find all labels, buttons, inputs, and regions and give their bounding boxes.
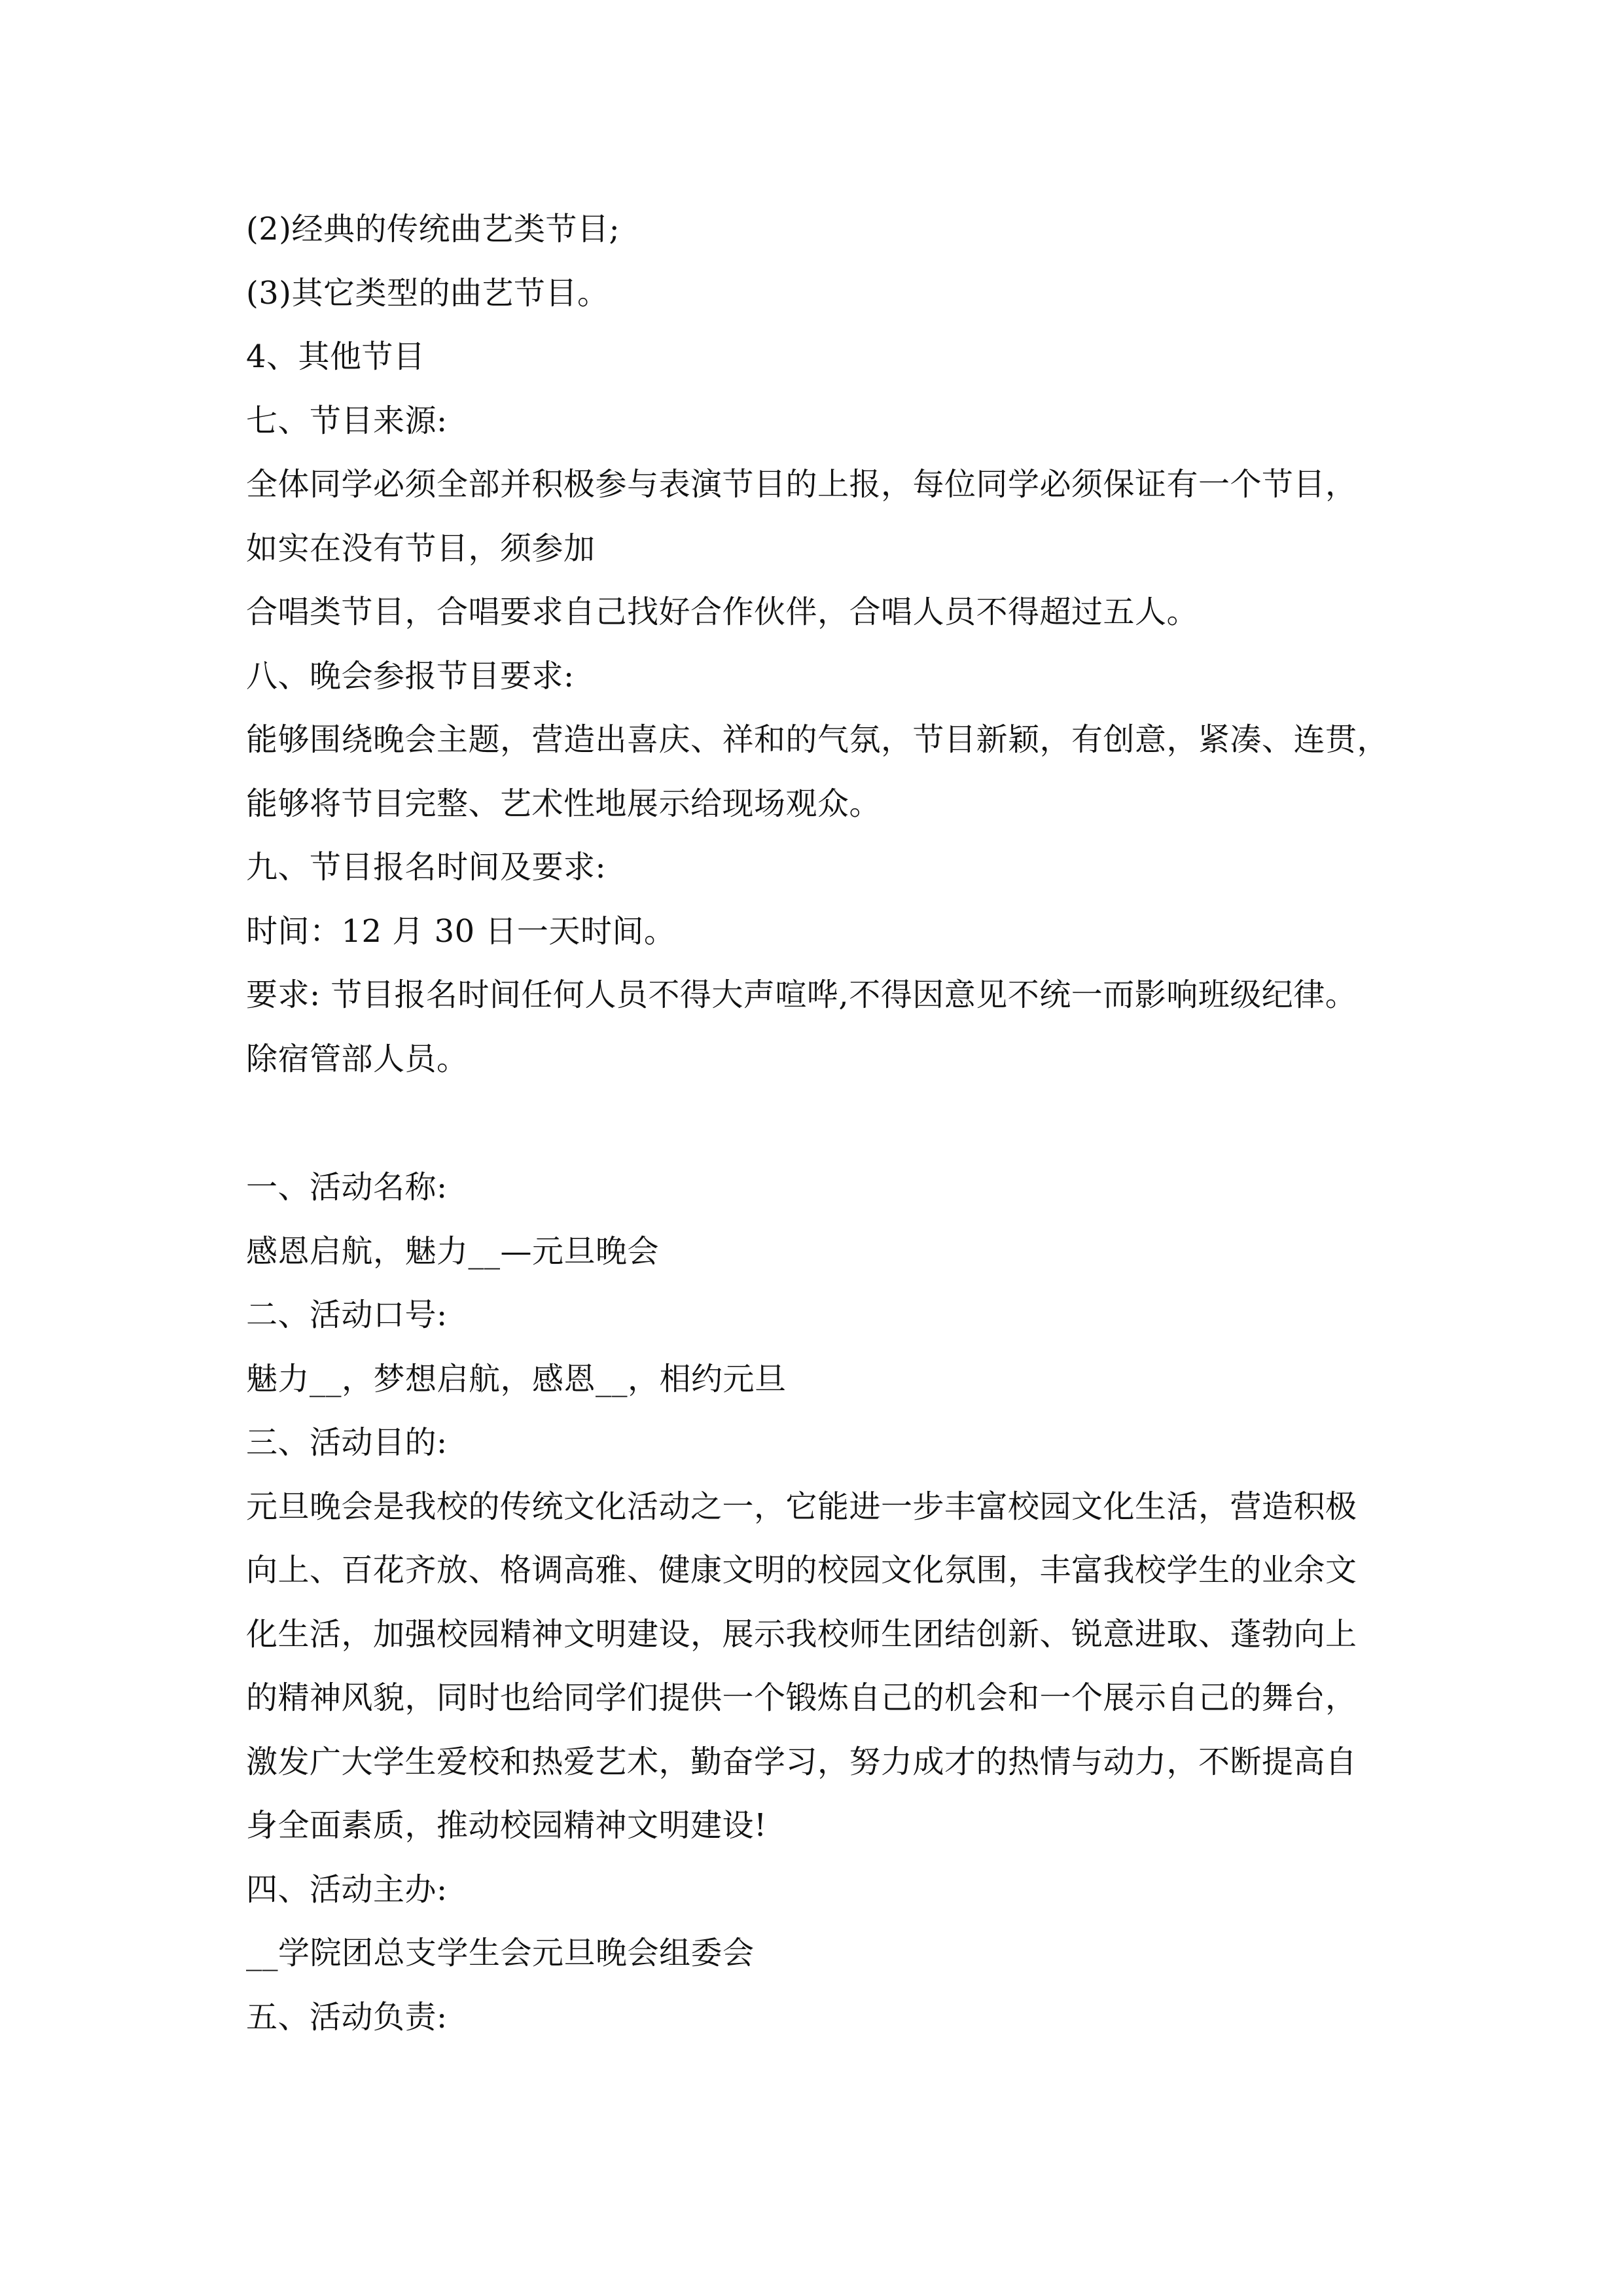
- section-heading: 四、活动主办:: [246, 1871, 448, 1908]
- text-line: 身全面素质，推动校园精神文明建设!: [246, 1807, 767, 1844]
- text-line: (2)经典的传统曲艺类节目;: [246, 211, 620, 247]
- text-line: 向上、百花齐放、格调高雅、健康文明的校园文化氛围，丰富我校学生的业余文: [246, 1552, 1357, 1588]
- text-line: 化生活，加强校园精神文明建设，展示我校师生团结创新、锐意进取、蓬勃向上: [246, 1615, 1357, 1653]
- text-line: 如实在没有节目，须参加: [246, 529, 596, 567]
- text-line: __学院团总支学生会元旦晚会组委会: [246, 1935, 755, 1971]
- section-heading: 二、活动口号:: [246, 1297, 448, 1333]
- section-heading: 七、节目来源:: [246, 402, 448, 439]
- text-line: 4、其他节目: [246, 338, 425, 375]
- text-line: 时间：12 月 30 日一天时间。: [246, 912, 676, 950]
- section-heading: 九、节目报名时间及要求:: [246, 849, 607, 886]
- text-line: 激发广大学生爱校和热爱艺术，勤奋学习，努力成才的热情与动力，不断提高自: [246, 1743, 1357, 1780]
- text-line: 魅力__，梦想启航，感恩__，相约元旦: [246, 1360, 787, 1397]
- section-heading: 八、晚会参报节目要求:: [246, 657, 575, 694]
- text-line: 感恩启航，魅力__—元旦晚会: [246, 1232, 660, 1270]
- text-line: 要求: 节目报名时间任何人员不得大声喧哗,不得因意见不统一而影响班级纪律。: [246, 977, 1357, 1013]
- text-line: 除宿管部人员。: [246, 1040, 469, 1077]
- activity-plan-section: [246, 1156, 1385, 2049]
- section-heading: 一、活动名称:: [246, 1169, 448, 1206]
- section-heading: 五、活动负责:: [246, 1998, 448, 2036]
- section-heading: 三、活动目的:: [246, 1424, 448, 1461]
- program-requirements-section: [246, 198, 1389, 1091]
- text-line: 全体同学必须全部并积极参与表演节目的上报，每位同学必须保证有一个节目，: [246, 466, 1357, 503]
- text-line: 能够围绕晚会主题，营造出喜庆、祥和的气氛，节目新颖，有创意，紧凑、连贯，: [246, 721, 1389, 758]
- text-line: 能够将节目完整、艺术性地展示给现场观众。: [246, 785, 882, 822]
- text-line: (3)其它类型的曲艺节目。: [246, 274, 609, 312]
- text-line: 的精神风貌，同时也给同学们提供一个锻炼自己的机会和一个展示自己的舞台，: [246, 1679, 1357, 1716]
- text-line: 元旦晚会是我校的传统文化活动之一，它能进一步丰富校园文化生活，营造积极: [246, 1488, 1357, 1525]
- text-line: 合唱类节目，合唱要求自己找好合作伙伴，合唱人员不得超过五人。: [246, 594, 1199, 630]
